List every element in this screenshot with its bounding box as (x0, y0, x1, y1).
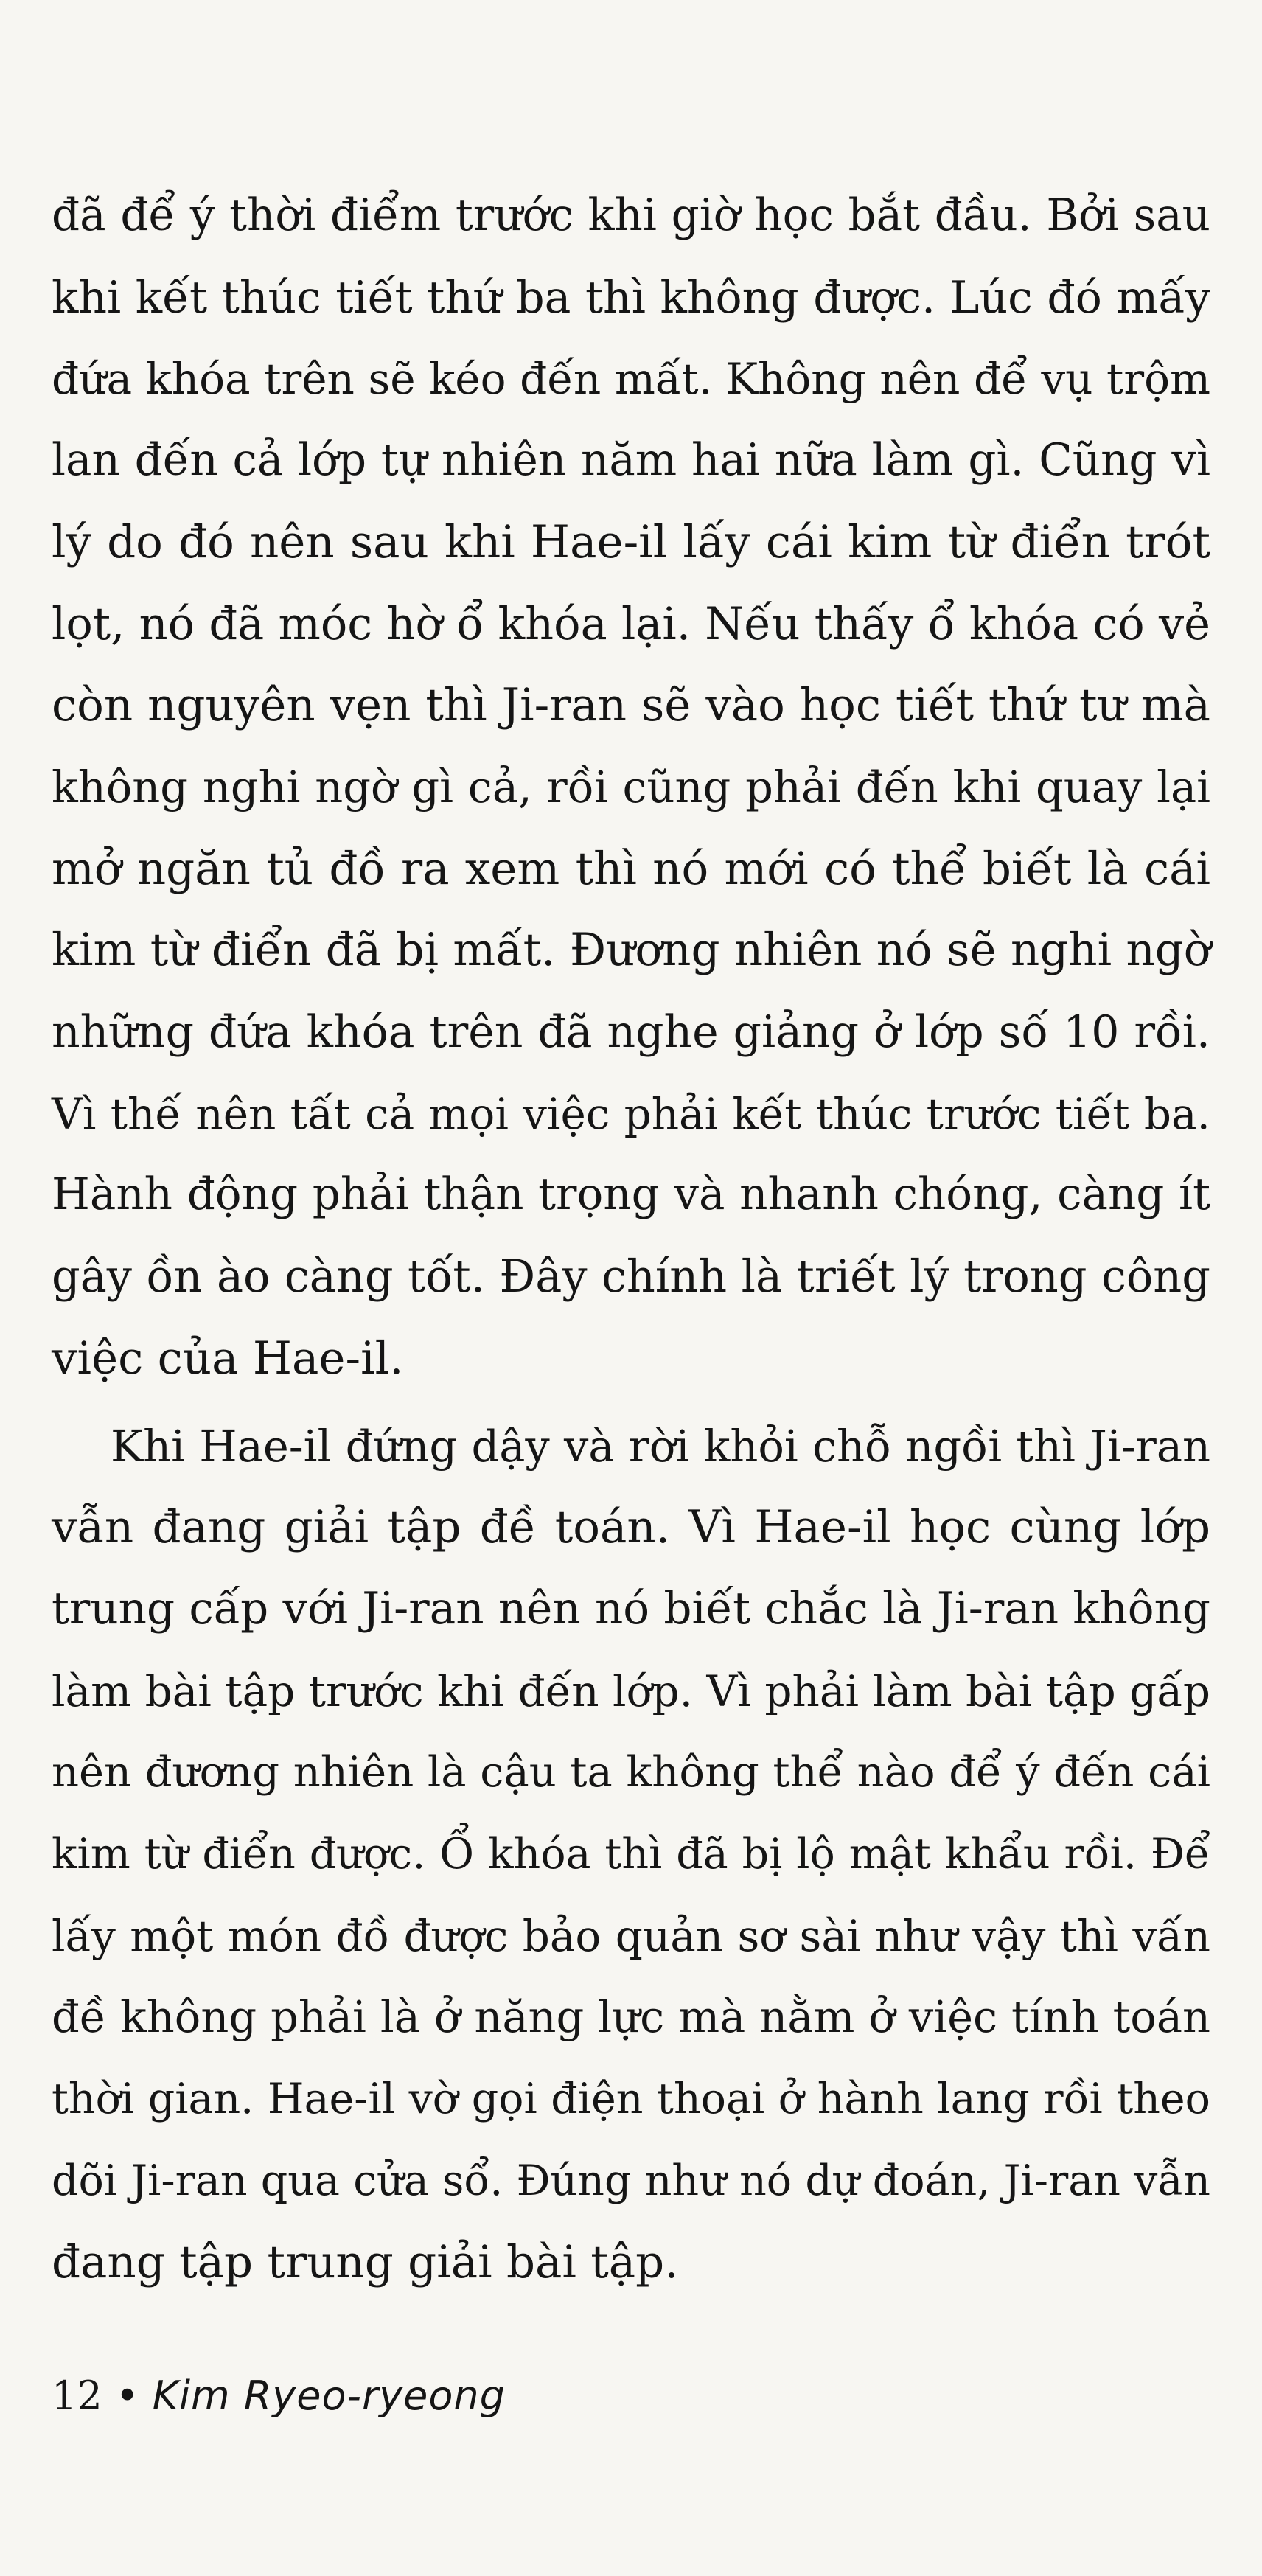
text-line: mở ngăn tủ đồ ra xem thì nó mới có thể biết là cái (52, 842, 1210, 895)
text-line: lý do đó nên sau khi Hae-il lấy cái kim từ điển trót (52, 515, 1210, 568)
text-line: còn nguyên vẹn thì Ji-ran sẽ vào học tiết thứ tư mà (52, 679, 1210, 732)
text-line: những đứa khóa trên đã nghe giảng ở lớp số 10 rồi. (52, 1006, 1210, 1059)
text-line: nên đương nhiên là cậu ta không thể nào để ý đến cái (52, 1747, 1210, 1797)
text-line: trung cấp với Ji-ran nên nó biết chắc là Ji-ran không (52, 1583, 1210, 1635)
text-line: việc của Hae-il. (52, 1331, 404, 1385)
text-line: Hành động phải thận trọng và nhanh chóng, càng ít (52, 1169, 1210, 1221)
text-line: lấy một món đồ được bảo quản sơ sài như vậy thì vấn (52, 1910, 1210, 1961)
text-line: dõi Ji-ran qua cửa sổ. Đúng như nó dự đoán, Ji-ran vẫn (52, 2156, 1210, 2205)
text-line: lọt, nó đã móc hờ ổ khóa lại. Nếu thấy ổ khóa có vẻ (52, 598, 1210, 650)
paragraph-2 (52, 1406, 1210, 2304)
text-line: đang tập trung giải bài tập. (52, 2235, 679, 2288)
text-line: không nghi ngờ gì cả, rồi cũng phải đến khi quay lại (52, 761, 1210, 812)
text-line: làm bài tập trước khi đến lớp. Vì phải làm bài tập gấp (52, 1665, 1210, 1716)
text-line: Khi Hae-il đứng dậy và rời khỏi chỗ ngồi thì Ji-ran (111, 1420, 1210, 1472)
bullet-separator: • (115, 2373, 139, 2419)
text-line: kim từ điển đã bị mất. Đương nhiên nó sẽ nghi ngờ (52, 924, 1211, 977)
text-line: thời gian. Hae-il vờ gọi điện thoại ở hành lang rồi theo (52, 2075, 1210, 2124)
page-footer (52, 2373, 506, 2420)
text-line: Vì thế nên tất cả mọi việc phải kết thúc trước tiết ba. (52, 1088, 1210, 1139)
page-number: 12 (52, 2373, 102, 2419)
text-line: kim từ điển được. Ổ khóa thì đã bị lộ mật khẩu rồi. Để (52, 1830, 1210, 1879)
text-line: lan đến cả lớp tự nhiên năm hai nữa làm gì. Cũng vì (52, 435, 1210, 487)
text-line: gây ồn ào càng tốt. Đây chính là triết lý trong công (52, 1251, 1210, 1303)
text-line: đã để ý thời điểm trước khi giờ học bắt đầu. Bởi sau (52, 190, 1210, 241)
text-line: vẫn đang giải tập đề toán. Vì Hae-il học cùng lớp (52, 1501, 1210, 1554)
author-name: Kim Ryeo-ryeong (152, 2373, 506, 2419)
text-line: đề không phải là ở năng lực mà nằm ở việc tính toán (52, 1991, 1210, 2043)
text-line: khi kết thúc tiết thứ ba thì không được. Lúc đó mấy (52, 271, 1210, 324)
body-text (52, 175, 1210, 2303)
text-line: đứa khóa trên sẽ kéo đến mất. Không nên để vụ trộm (52, 354, 1210, 405)
paragraph-1 (52, 175, 1210, 1400)
